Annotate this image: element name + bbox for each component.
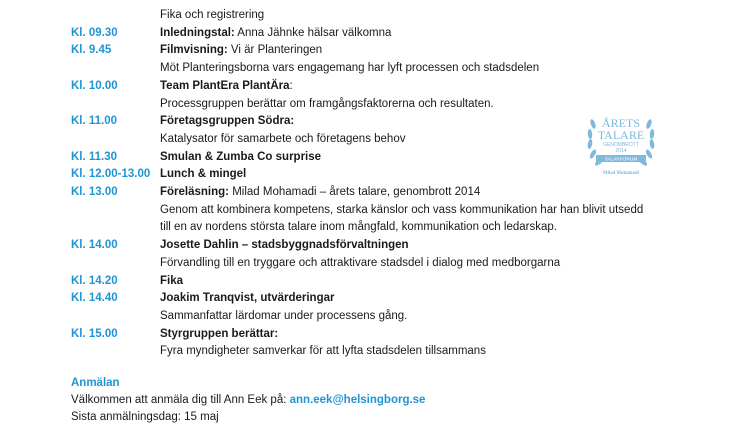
program-time: Kl. 13.00 [71, 186, 118, 198]
program-description: Vi är Planteringen [227, 44, 323, 57]
program-text [160, 78, 293, 95]
program-description: Fyra myndigheter samverkar för att lyfta stadsdelen tillsammans [160, 345, 486, 358]
program-description: Katalysator för samarbete och företagens behov [160, 132, 406, 145]
program-time: Kl. 11.30 [71, 150, 118, 163]
arets-talare-badge [584, 108, 658, 182]
program-description: Processgruppen berättar om framgångsfaktorerna och resultaten. [160, 97, 494, 110]
program-title: Inledningstal: [160, 26, 235, 39]
program-time: Kl. 12.00-13.00 [71, 168, 151, 181]
badge-year: 2014 [615, 148, 627, 154]
program-text [160, 149, 321, 166]
program-text [160, 42, 322, 59]
program-title: Josette Dahlin – stadsbyggnadsförvaltningen [160, 239, 409, 252]
program-text [160, 60, 539, 77]
program-text [160, 25, 391, 42]
program-description: Milad Mohamadi – årets talare, genombrott 2014 [229, 186, 481, 198]
program-text [160, 290, 334, 307]
program-text [160, 7, 264, 24]
badge-line2: TALARE [597, 128, 645, 142]
program-text [160, 308, 407, 325]
program-description: Sammanfattar lärdomar under processens gång. [160, 309, 408, 322]
signup-deadline: Sista anmälningsdag: 15 maj [71, 411, 219, 423]
program-title: Styrgruppen berättar: [160, 327, 279, 340]
program-time: Kl. 9.45 [71, 44, 112, 57]
program-time: Kl. 15.00 [71, 327, 118, 340]
signup-email-link[interactable]: ann.eek@helsingborg.se [289, 394, 426, 406]
badge-line3: GENOMBROTT [603, 142, 639, 148]
program-text [160, 237, 409, 254]
program-description: : [289, 79, 293, 92]
badge-line1: ÅRETS [601, 116, 641, 130]
badge-name: Milad Mohamadi [603, 171, 639, 176]
program-title: Filmvisning: [160, 44, 228, 57]
program-time: Kl. 09.30 [71, 26, 118, 39]
program-text [160, 219, 557, 236]
program-description: Anna Jähnke hälsar välkomna [234, 26, 392, 39]
program-description: till en av nordens största talare inom mångfald, kommunikation och ledarskap. [160, 221, 557, 234]
program-text [160, 166, 246, 183]
program-title: Smulan & Zumba Co surprise [160, 150, 322, 163]
program-text [160, 343, 486, 360]
program-time: Kl. 14.00 [71, 239, 118, 252]
program-title: Lunch & mingel [160, 168, 247, 181]
program-title: Företagsgruppen Södra: [160, 115, 295, 128]
program-text [160, 255, 560, 272]
program-text [160, 96, 494, 113]
signup-text: Välkommen att anmäla dig till Ann Eek på: [71, 394, 290, 406]
badge-org: TALARFORUM [604, 157, 638, 163]
program-time: Kl. 10.00 [71, 79, 118, 92]
program-description: Fika och registrering [160, 9, 265, 21]
program-text [160, 113, 294, 130]
program-text [160, 184, 480, 201]
program-text [160, 202, 643, 219]
program-title: Team PlantEra PlantÄra [160, 79, 290, 92]
program-time: Kl. 14.20 [71, 274, 118, 287]
program-title: Fika [160, 274, 184, 287]
program-description: Möt Planteringsborna vars engagemang har lyft processen och stadsdelen [160, 62, 540, 75]
signup-heading: Anmälan [71, 377, 120, 389]
program-title: Föreläsning: [160, 186, 230, 198]
program-description: Förvandling till en tryggare och attraktivare stadsdel i dialog med medborgarna [160, 256, 561, 269]
program-text [160, 131, 405, 148]
program-text [160, 273, 183, 290]
program-text [160, 326, 278, 343]
program-time: Kl. 11.00 [71, 115, 118, 128]
program-title: Joakim Tranqvist, utvärderingar [160, 292, 335, 305]
program-description: Genom att kombinera kompetens, starka känslor och vass kommunikation har han blivit utsedd [160, 203, 644, 216]
program-time: Kl. 14.40 [71, 292, 118, 305]
